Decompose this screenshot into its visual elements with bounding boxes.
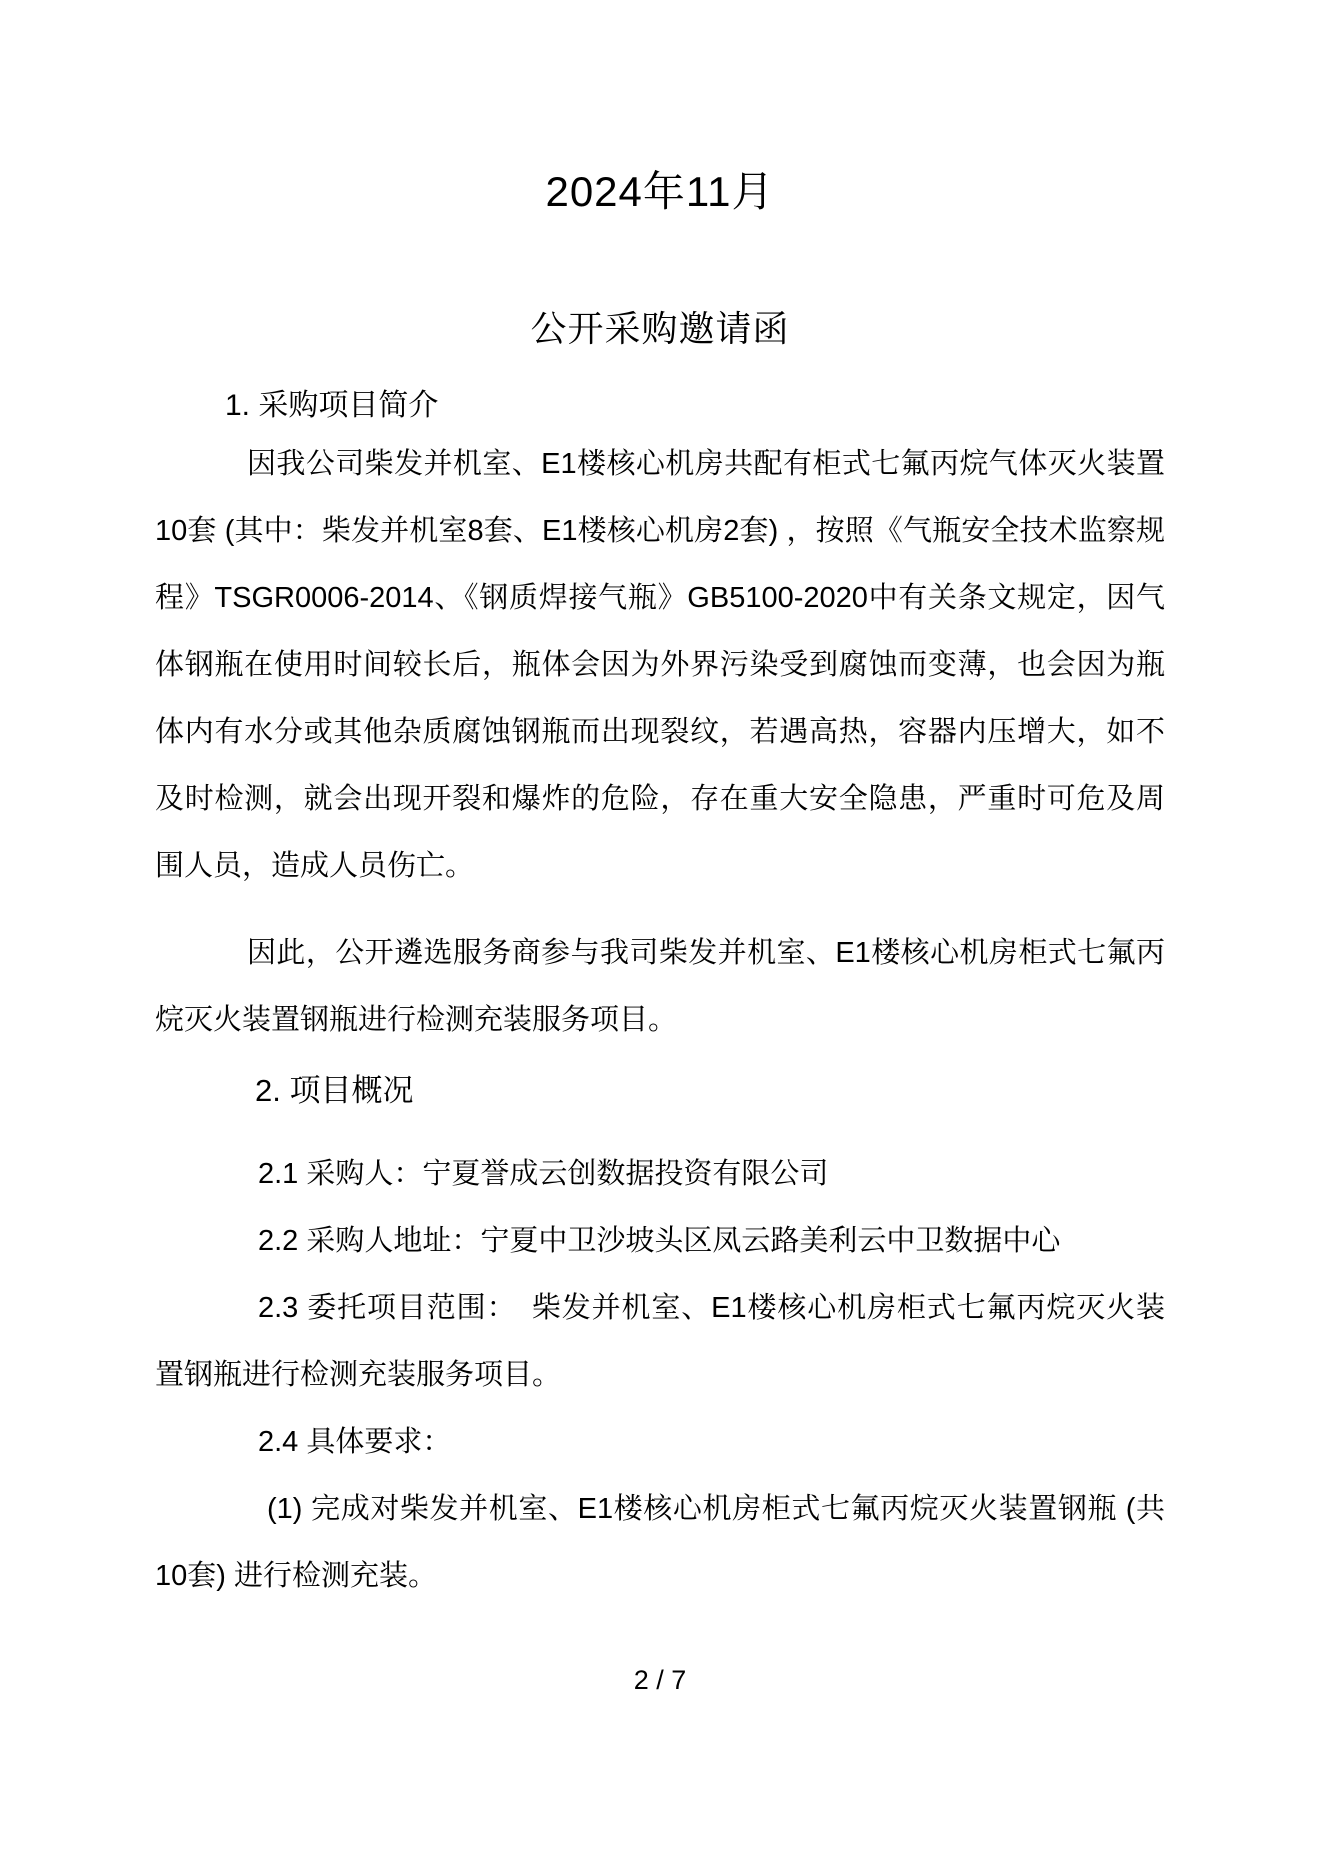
section-heading-2: 2. 项目概况 [255, 1073, 414, 1108]
page-number: 2 / 7 [633, 1665, 687, 1695]
section2-items [155, 1141, 1165, 1610]
section1-paragraph-1: 因我公司柴发并机室、E1楼核心机房共配有柜式七氟丙烷气体灭火装置10套 (其中：柴发并机室8套、E1楼核心机房2套) ，按照《气瓶安全技术监察规程》TSGR0006-2014、《钢质焊接气瓶》GB5100-2020中有关条文规定，因气体钢瓶在使用时间较长后，瓶体会因为外界污染受到腐蚀而变薄，也会因为瓶体内有水分或其他杂质腐蚀钢瓶而出现裂纹，若遇高热，容器内压增大，如不及时检测，就会出现开裂和爆炸的危险，存在重大安全隐患，严重时可危及周围人员，造成人员伤亡。 [155, 448, 1165, 882]
list-item-2-4: 2.4 具体要求： [258, 1426, 452, 1458]
list-item-2-3: 2.3 委托项目范围： 柴发并机室、E1楼核心机房柜式七氟丙烷灭火装置钢瓶进行检测充装服务项目。 [155, 1292, 1165, 1391]
list-item-2-2: 2.2 采购人地址：宁夏中卫沙坡头区凤云路美利云中卫数据中心 [258, 1225, 1061, 1257]
list-item-2-4-sub-1: (1) 完成对柴发并机室、E1楼核心机房柜式七氟丙烷灭火装置钢瓶 (共10套) 进行检测充装。 [155, 1493, 1165, 1592]
document-subtitle: 公开采购邀请函 [530, 308, 790, 349]
section-heading-1: 1. 采购项目简介 [225, 389, 439, 422]
list-item-2-1: 2.1 采购人：宁夏誉成云创数据投资有限公司 [258, 1158, 829, 1190]
document-title: 2024年11月 [545, 168, 775, 215]
section1-paragraph-2: 因此，公开遴选服务商参与我司柴发并机室、E1楼核心机房柜式七氟丙烷灭火装置钢瓶进行检测充装服务项目。 [155, 937, 1165, 1036]
